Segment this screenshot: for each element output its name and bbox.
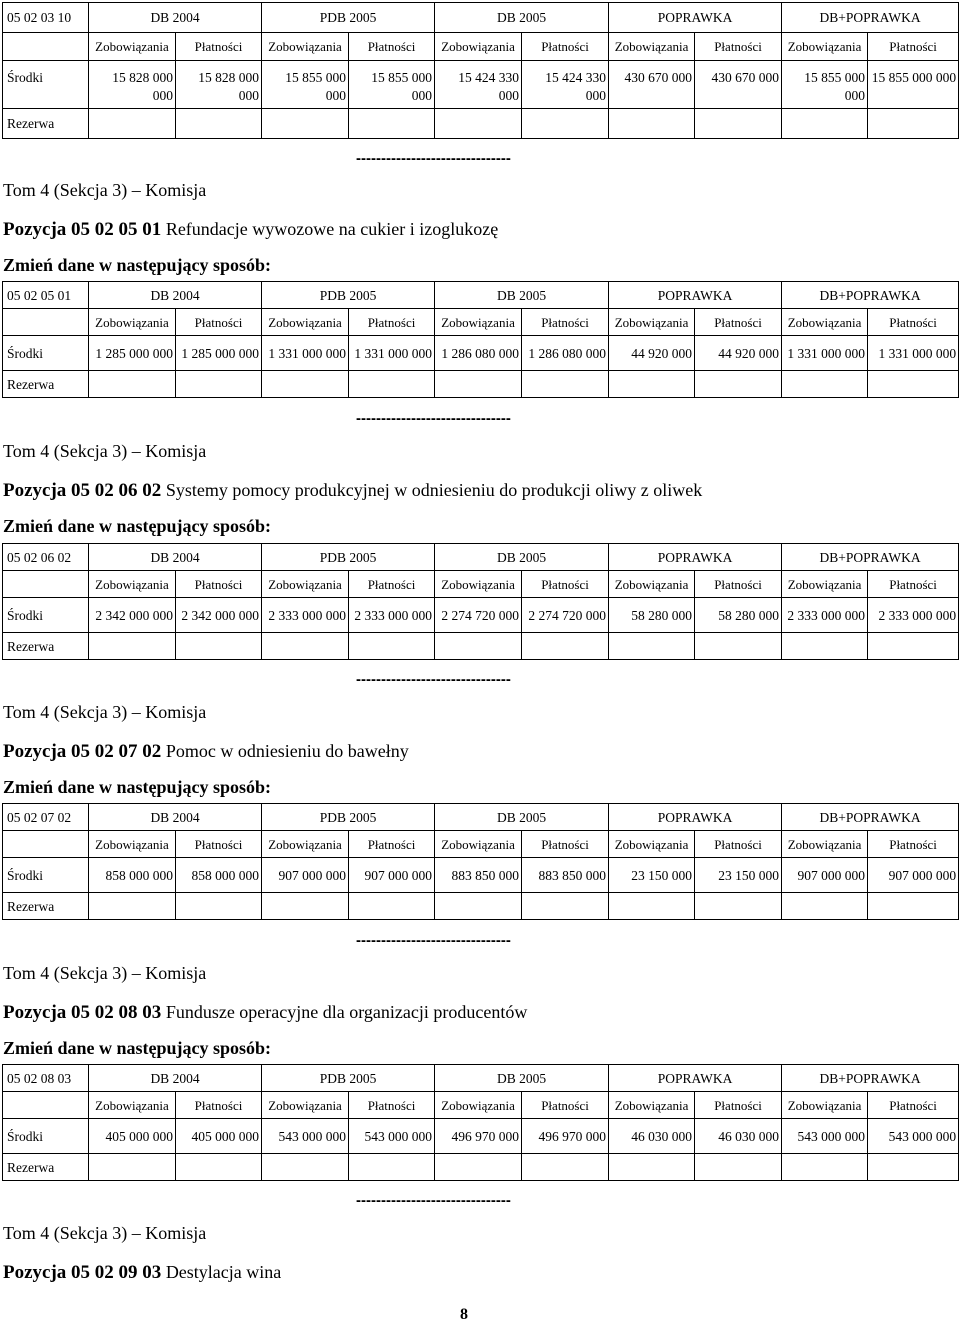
col-group-header: PDB 2005 — [262, 804, 435, 831]
pozycja-code: Pozycja 05 02 07 02 — [3, 741, 162, 762]
value-cell: 496 970 000 — [435, 1119, 522, 1154]
value-cell: 907 000 000 — [782, 858, 868, 893]
col-group-header: PDB 2005 — [262, 544, 435, 571]
value-cell: 2 333 000 000 — [782, 598, 868, 633]
col-subheader: Zobowiązania — [262, 831, 349, 858]
col-subheader: Płatności — [176, 831, 262, 858]
col-subheader: Płatności — [695, 33, 782, 61]
col-group-header: POPRAWKA — [609, 1065, 782, 1092]
zmien-label: Zmień dane w następujący sposób: — [3, 255, 272, 275]
value-cell: 2 333 000 000 — [349, 598, 435, 633]
value-cell: 907 000 000 — [868, 858, 959, 893]
col-group-header: DB+POPRAWKA — [782, 544, 959, 571]
col-subheader: Zobowiązania — [609, 33, 695, 61]
row-label-rezerwa: Rezerwa — [3, 1154, 89, 1181]
separator: ------------------------------- — [356, 410, 511, 427]
zmien-label: Zmień dane w następujący sposób: — [3, 1038, 272, 1058]
value-cell: 15 855 000 000 — [868, 61, 959, 109]
value-cell: 15 424 330 000 — [522, 61, 609, 109]
value-cell: 405 000 000 — [89, 1119, 176, 1154]
value-cell: 543 000 000 — [262, 1119, 349, 1154]
col-subheader: Zobowiązania — [262, 33, 349, 61]
value-cell: 1 331 000 000 — [262, 336, 349, 371]
col-group-header: DB 2005 — [435, 282, 609, 309]
table-code: 05 02 06 02 — [3, 544, 89, 571]
value-cell: 883 850 000 — [435, 858, 522, 893]
value-cell: 2 342 000 000 — [176, 598, 262, 633]
value-cell: 2 333 000 000 — [868, 598, 959, 633]
col-group-header: POPRAWKA — [609, 282, 782, 309]
col-subheader: Płatności — [695, 571, 782, 598]
separator: ------------------------------- — [356, 1192, 511, 1209]
pozycja-code: Pozycja 05 02 09 03 — [3, 1262, 162, 1283]
col-subheader: Zobowiązania — [782, 571, 868, 598]
pozycja-heading — [3, 1262, 281, 1284]
value-cell: 1 286 080 000 — [522, 336, 609, 371]
value-cell: 2 274 720 000 — [522, 598, 609, 633]
zmien-label: Zmień dane w następujący sposób: — [3, 516, 272, 536]
value-cell: 1 331 000 000 — [349, 336, 435, 371]
col-group-header: DB 2005 — [435, 1065, 609, 1092]
value-cell: 58 280 000 — [695, 598, 782, 633]
value-cell: 1 286 080 000 — [435, 336, 522, 371]
value-cell: 2 274 720 000 — [435, 598, 522, 633]
col-subheader: Płatności — [349, 33, 435, 61]
col-group-header: DB 2004 — [89, 804, 262, 831]
value-cell: 543 000 000 — [782, 1119, 868, 1154]
separator: ------------------------------- — [356, 150, 511, 167]
value-cell: 543 000 000 — [349, 1119, 435, 1154]
col-subheader: Zobowiązania — [782, 309, 868, 336]
value-cell: 1 331 000 000 — [868, 336, 959, 371]
value-cell: 46 030 000 — [609, 1119, 695, 1154]
col-subheader: Zobowiązania — [782, 1092, 868, 1119]
col-subheader: Zobowiązania — [782, 33, 868, 61]
col-group-header: DB 2004 — [89, 1065, 262, 1092]
value-cell: 23 150 000 — [609, 858, 695, 893]
budget-table-05-02-08-03 — [2, 1064, 959, 1181]
separator: ------------------------------- — [356, 671, 511, 688]
page-number: 8 — [460, 1306, 468, 1323]
value-cell: 430 670 000 — [695, 61, 782, 109]
col-group-header: PDB 2005 — [262, 282, 435, 309]
table-code: 05 02 08 03 — [3, 1065, 89, 1092]
col-subheader: Zobowiązania — [782, 831, 868, 858]
col-subheader: Płatności — [695, 831, 782, 858]
value-cell: 44 920 000 — [609, 336, 695, 371]
value-cell: 907 000 000 — [262, 858, 349, 893]
col-group-header: DB 2004 — [89, 3, 262, 33]
row-label-srodki: Środki — [3, 336, 89, 371]
value-cell: 1 285 000 000 — [89, 336, 176, 371]
col-subheader: Zobowiązania — [89, 571, 176, 598]
value-cell: 15 855 000 000 — [349, 61, 435, 109]
col-group-header: DB+POPRAWKA — [782, 1065, 959, 1092]
col-subheader: Płatności — [522, 831, 609, 858]
row-label-rezerwa: Rezerwa — [3, 633, 89, 660]
budget-table-05-02-03-10 — [2, 2, 959, 139]
col-subheader: Płatności — [695, 309, 782, 336]
value-cell: 15 828 000 000 — [176, 61, 262, 109]
col-subheader: Zobowiązania — [262, 571, 349, 598]
col-subheader: Zobowiązania — [435, 831, 522, 858]
budget-table-05-02-07-02 — [2, 803, 959, 920]
value-cell: 430 670 000 — [609, 61, 695, 109]
col-subheader: Płatności — [522, 33, 609, 61]
col-subheader: Płatności — [176, 571, 262, 598]
value-cell: 2 342 000 000 — [89, 598, 176, 633]
row-label-srodki: Środki — [3, 1119, 89, 1154]
row-label-rezerwa: Rezerwa — [3, 109, 89, 139]
value-cell: 15 828 000 000 — [89, 61, 176, 109]
pozycja-code: Pozycja 05 02 06 02 — [3, 480, 162, 501]
pozycja-heading — [3, 219, 498, 241]
pozycja-code: Pozycja 05 02 08 03 — [3, 1002, 162, 1023]
col-group-header: POPRAWKA — [609, 3, 782, 33]
value-cell: 58 280 000 — [609, 598, 695, 633]
col-group-header: POPRAWKA — [609, 544, 782, 571]
value-cell: 23 150 000 — [695, 858, 782, 893]
col-subheader: Płatności — [868, 1092, 959, 1119]
value-cell: 496 970 000 — [522, 1119, 609, 1154]
budget-table-05-02-05-01 — [2, 281, 959, 398]
col-subheader: Płatności — [349, 1092, 435, 1119]
col-subheader: Zobowiązania — [435, 33, 522, 61]
value-cell: 15 855 000 000 — [782, 61, 868, 109]
col-subheader: Płatności — [868, 571, 959, 598]
value-cell: 858 000 000 — [176, 858, 262, 893]
col-group-header: PDB 2005 — [262, 1065, 435, 1092]
col-subheader: Zobowiązania — [89, 309, 176, 336]
tom-label: Tom 4 (Sekcja 3) – Komisja — [3, 441, 207, 461]
table-code: 05 02 05 01 — [3, 282, 89, 309]
budget-table-05-02-06-02 — [2, 543, 959, 660]
col-subheader: Płatności — [349, 309, 435, 336]
col-group-header: POPRAWKA — [609, 804, 782, 831]
value-cell: 15 424 330 000 — [435, 61, 522, 109]
value-cell: 15 855 000 000 — [262, 61, 349, 109]
table-code: 05 02 07 02 — [3, 804, 89, 831]
col-subheader: Zobowiązania — [89, 1092, 176, 1119]
col-group-header: DB 2005 — [435, 804, 609, 831]
value-cell: 405 000 000 — [176, 1119, 262, 1154]
pozycja-heading — [3, 1002, 527, 1024]
value-cell: 44 920 000 — [695, 336, 782, 371]
separator: ------------------------------- — [356, 932, 511, 949]
pozycja-heading — [3, 480, 702, 502]
table-code: 05 02 03 10 — [3, 3, 89, 33]
col-subheader: Zobowiązania — [89, 33, 176, 61]
col-subheader: Zobowiązania — [609, 309, 695, 336]
col-subheader: Zobowiązania — [262, 309, 349, 336]
col-group-header: DB 2005 — [435, 3, 609, 33]
col-subheader: Płatności — [522, 1092, 609, 1119]
col-subheader: Zobowiązania — [609, 1092, 695, 1119]
col-subheader: Płatności — [868, 831, 959, 858]
col-group-header: DB 2005 — [435, 544, 609, 571]
col-subheader: Zobowiązania — [89, 831, 176, 858]
pozycja-title: Systemy pomocy produkcyjnej w odniesieniu do produkcji oliwy z oliwek — [165, 480, 703, 500]
value-cell: 1 331 000 000 — [782, 336, 868, 371]
col-subheader: Płatności — [522, 571, 609, 598]
col-subheader: Płatności — [695, 1092, 782, 1119]
col-subheader: Płatności — [522, 309, 609, 336]
col-subheader: Zobowiązania — [262, 1092, 349, 1119]
tom-label: Tom 4 (Sekcja 3) – Komisja — [3, 180, 207, 200]
value-cell: 2 333 000 000 — [262, 598, 349, 633]
col-subheader: Zobowiązania — [435, 1092, 522, 1119]
pozycja-code: Pozycja 05 02 05 01 — [3, 219, 162, 240]
tom-label: Tom 4 (Sekcja 3) – Komisja — [3, 702, 207, 722]
row-label-rezerwa: Rezerwa — [3, 893, 89, 920]
pozycja-heading — [3, 741, 409, 763]
pozycja-title: Destylacja wina — [165, 1262, 282, 1282]
value-cell: 907 000 000 — [349, 858, 435, 893]
col-group-header: DB 2004 — [89, 282, 262, 309]
tom-label: Tom 4 (Sekcja 3) – Komisja — [3, 963, 207, 983]
col-group-header: DB+POPRAWKA — [782, 282, 959, 309]
col-subheader: Płatności — [176, 309, 262, 336]
col-subheader: Płatności — [349, 831, 435, 858]
value-cell: 1 285 000 000 — [176, 336, 262, 371]
col-subheader: Płatności — [176, 33, 262, 61]
pozycja-title: Fundusze operacyjne dla organizacji producentów — [165, 1002, 528, 1022]
col-group-header: DB 2004 — [89, 544, 262, 571]
zmien-label: Zmień dane w następujący sposób: — [3, 777, 272, 797]
col-subheader: Płatności — [868, 33, 959, 61]
row-label-srodki: Środki — [3, 61, 89, 109]
col-group-header: PDB 2005 — [262, 3, 435, 33]
row-label-rezerwa: Rezerwa — [3, 371, 89, 398]
col-subheader: Zobowiązania — [609, 831, 695, 858]
col-subheader: Płatności — [868, 309, 959, 336]
col-subheader: Zobowiązania — [435, 309, 522, 336]
col-subheader: Płatności — [349, 571, 435, 598]
row-label-srodki: Środki — [3, 598, 89, 633]
col-subheader: Zobowiązania — [609, 571, 695, 598]
col-group-header: DB+POPRAWKA — [782, 804, 959, 831]
col-group-header: DB+POPRAWKA — [782, 3, 959, 33]
pozycja-title: Refundacje wywozowe na cukier i izoglukozę — [165, 219, 499, 239]
value-cell: 883 850 000 — [522, 858, 609, 893]
value-cell: 46 030 000 — [695, 1119, 782, 1154]
value-cell: 858 000 000 — [89, 858, 176, 893]
pozycja-title: Pomoc w odniesieniu do bawełny — [165, 741, 409, 761]
tom-label: Tom 4 (Sekcja 3) – Komisja — [3, 1223, 207, 1243]
value-cell: 543 000 000 — [868, 1119, 959, 1154]
col-subheader: Płatności — [176, 1092, 262, 1119]
col-subheader: Zobowiązania — [435, 571, 522, 598]
row-label-srodki: Środki — [3, 858, 89, 893]
